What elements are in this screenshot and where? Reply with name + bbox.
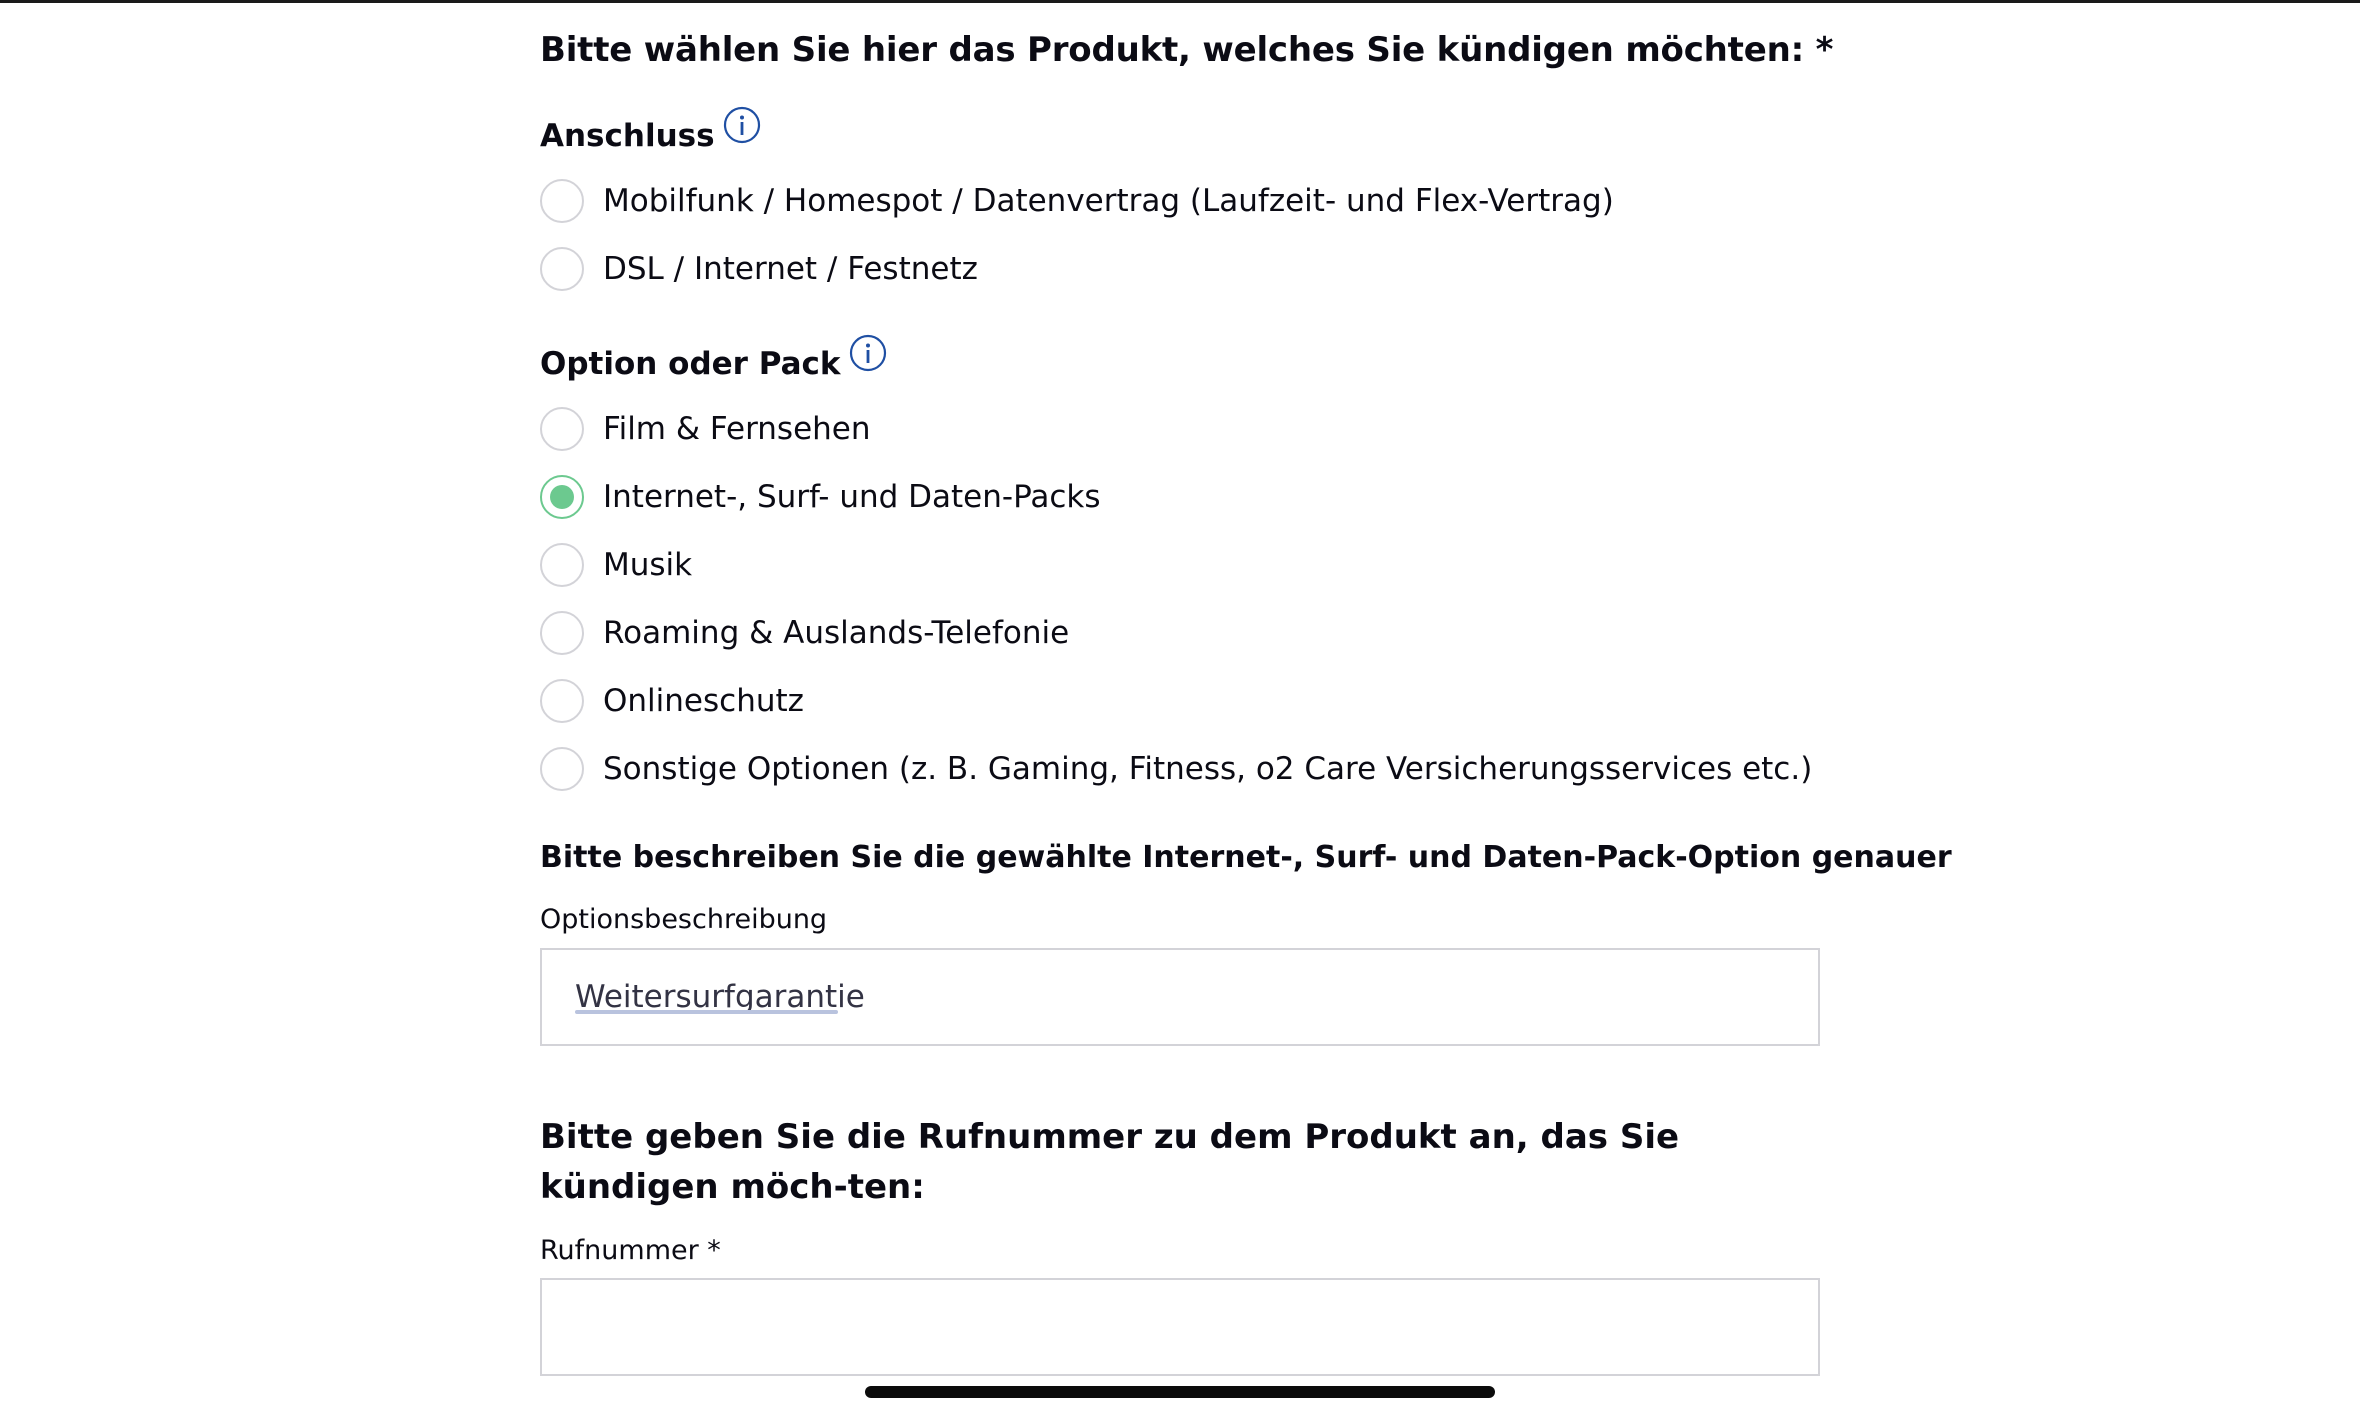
group-heading-anschluss (540, 118, 761, 156)
radio-option-internet-packs[interactable] (540, 472, 1101, 522)
radio-option-musik[interactable] (540, 540, 692, 590)
radio-button[interactable] (540, 407, 584, 451)
radio-option-film-fernsehen[interactable] (540, 404, 871, 454)
info-circle-icon[interactable] (849, 334, 887, 372)
radio-button[interactable] (540, 679, 584, 723)
top-divider (0, 0, 2360, 3)
radio-option-sonstige[interactable] (540, 744, 1812, 794)
radio-option-dsl[interactable] (540, 244, 978, 294)
option-description-label: Optionsbeschreibung (540, 904, 828, 935)
phone-number-input[interactable] (540, 1278, 1820, 1376)
radio-label: DSL / Internet / Festnetz (603, 251, 978, 287)
radio-button-selected[interactable] (540, 475, 584, 519)
radio-button[interactable] (540, 247, 584, 291)
radio-option-mobilfunk[interactable] (540, 176, 1614, 226)
group-heading-anschluss-label: Anschluss (540, 118, 715, 154)
radio-label: Mobilfunk / Homespot / Datenvertrag (Laufzeit- und Flex-Vertrag) (603, 183, 1614, 219)
phone-number-label: Rufnummer * (540, 1235, 721, 1266)
radio-selected-dot (550, 485, 574, 509)
radio-button[interactable] (540, 747, 584, 791)
info-circle-icon[interactable] (723, 106, 761, 144)
radio-option-roaming[interactable] (540, 608, 1069, 658)
radio-button[interactable] (540, 543, 584, 587)
describe-option-heading: Bitte beschreiben Sie die gewählte Internet-, Surf- und Daten-Pack-Option genauer (540, 840, 1952, 875)
spellcheck-underline (575, 1010, 838, 1014)
radio-button[interactable] (540, 611, 584, 655)
radio-label: Musik (603, 547, 693, 583)
product-question-title: Bitte wählen Sie hier das Produkt, welches Sie kündigen möchten: * (540, 30, 1834, 70)
radio-label: Onlineschutz (603, 683, 804, 719)
option-description-input[interactable] (540, 948, 1820, 1046)
phone-question-title: Bitte geben Sie die Rufnummer zu dem Produkt an, das Sie kündigen möch-ten: (540, 1117, 1680, 1207)
radio-button[interactable] (540, 179, 584, 223)
group-heading-option-pack (540, 346, 887, 384)
radio-label: Internet-, Surf- und Daten-Packs (603, 479, 1101, 515)
radio-label: Roaming & Auslands-Telefonie (603, 615, 1070, 651)
radio-option-onlineschutz[interactable] (540, 676, 804, 726)
radio-label: Sonstige Optionen (z. B. Gaming, Fitness, o2 Care Versicherungsservices etc.) (603, 751, 1813, 787)
option-description-wrapper (540, 948, 1820, 1046)
home-indicator-bar[interactable] (865, 1386, 1495, 1398)
group-heading-option-pack-label: Option oder Pack (540, 346, 841, 382)
radio-label: Film & Fernsehen (603, 411, 871, 447)
